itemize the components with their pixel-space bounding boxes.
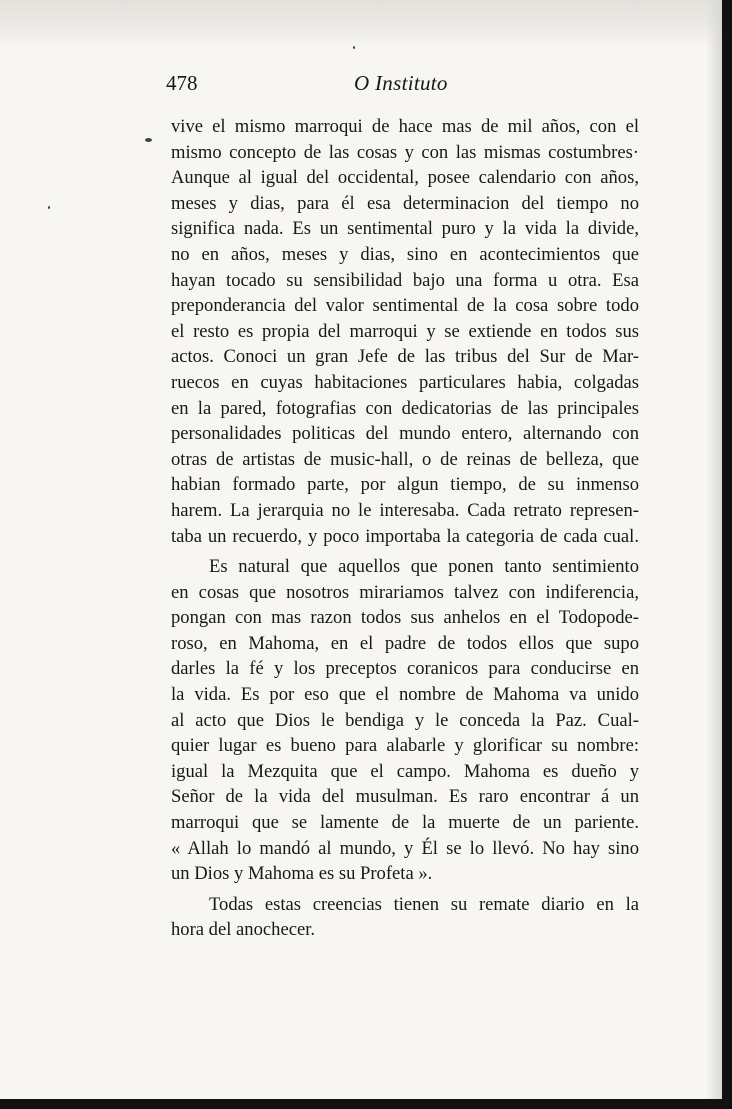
text-line: « Allah lo mandó al mundo, y Él se lo llevó. No hay sino (171, 837, 639, 859)
ink-speck (48, 206, 50, 209)
text-line: vive el mismo marroqui de hace mas de mil años, con el (171, 116, 639, 137)
text-line: Es natural que aquellos que ponen tanto sentimiento (209, 556, 639, 578)
text-line: mismo concepto de las cosas y con las mismas costumbres· (171, 141, 639, 163)
scan-right-shadow (706, 0, 722, 1099)
text-line: Aunque al igual del occidental, posee calendario con años, (171, 167, 639, 189)
text-line: personalidades politicas del mundo entero, alternando con (171, 423, 639, 445)
text-line: en cosas que nosotros mirariamos talvez con indiferencia, (171, 581, 639, 603)
text-line: harem. La jerarquia no le interesaba. Cada retrato represen- (171, 499, 639, 521)
text-line: darles la fé y los preceptos coranicos para conducirse en (171, 658, 639, 680)
scan-top-band (0, 0, 722, 48)
text-line: pongan con mas razon todos sus anhelos en el Todopode- (171, 607, 639, 629)
text-line: actos. Conoci un gran Jefe de las tribus del Sur de Mar- (171, 346, 639, 368)
text-line: otras de artistas de music-hall, o de reinas de belleza, que (171, 448, 639, 470)
text-line: marroqui que se lamente de la muerte de un pariente. (171, 812, 639, 834)
paragraph-3 (171, 892, 639, 943)
running-title: O Instituto (354, 71, 448, 95)
text-line: el resto es propia del marroqui y se extiende en todos sus (171, 320, 639, 342)
text-line: hayan tocado su sensibilidad bajo una forma u otra. Esa (171, 269, 639, 291)
page-number: 478 (166, 71, 198, 95)
text-line: quier lugar es bueno para alabarle y glorificar su nombre: (171, 735, 639, 757)
text-line: meses y dias, para él esa determinacion del tiempo no (171, 192, 639, 214)
paragraph-2 (171, 554, 639, 887)
text-line: igual la Mezquita que el campo. Mahoma es dueño y (171, 760, 639, 782)
text-line: ruecos en cuyas habitaciones particulares habia, colgadas (171, 371, 639, 393)
text-line: en la pared, fotografias con dedicatorias de las principales (171, 397, 639, 419)
text-line: la vida. Es por eso que el nombre de Mahoma va unido (171, 684, 639, 706)
text-line: un Dios y Mahoma es su Profeta ». (171, 863, 433, 885)
text-line: habian formado parte, por algun tiempo, de su inmenso (171, 474, 639, 496)
body-text (171, 114, 639, 943)
ink-speck (145, 138, 152, 142)
ink-speck (353, 46, 355, 49)
text-line: Todas estas creencias tienen su remate diario en la (209, 893, 639, 915)
running-header (166, 68, 638, 102)
text-line: hora del anochecer. (171, 919, 316, 941)
text-line: roso, en Mahoma, en el padre de todos ellos que supo (171, 632, 639, 654)
text-line: preponderancia del valor sentimental de la cosa sobre todo (171, 295, 639, 317)
text-line: Señor de la vida del musulman. Es raro encontrar á un (171, 786, 639, 808)
text-line: significa nada. Es un sentimental puro y la vida la divide, (171, 218, 639, 240)
text-line: taba un recuerdo, y poco importaba la categoria de cada cual. (171, 525, 639, 547)
text-line: al acto que Dios le bendiga y le conceda la Paz. Cual- (171, 709, 639, 731)
paragraph-1 (171, 114, 639, 549)
text-line: no en años, meses y dias, sino en acontecimientos que (171, 243, 639, 265)
